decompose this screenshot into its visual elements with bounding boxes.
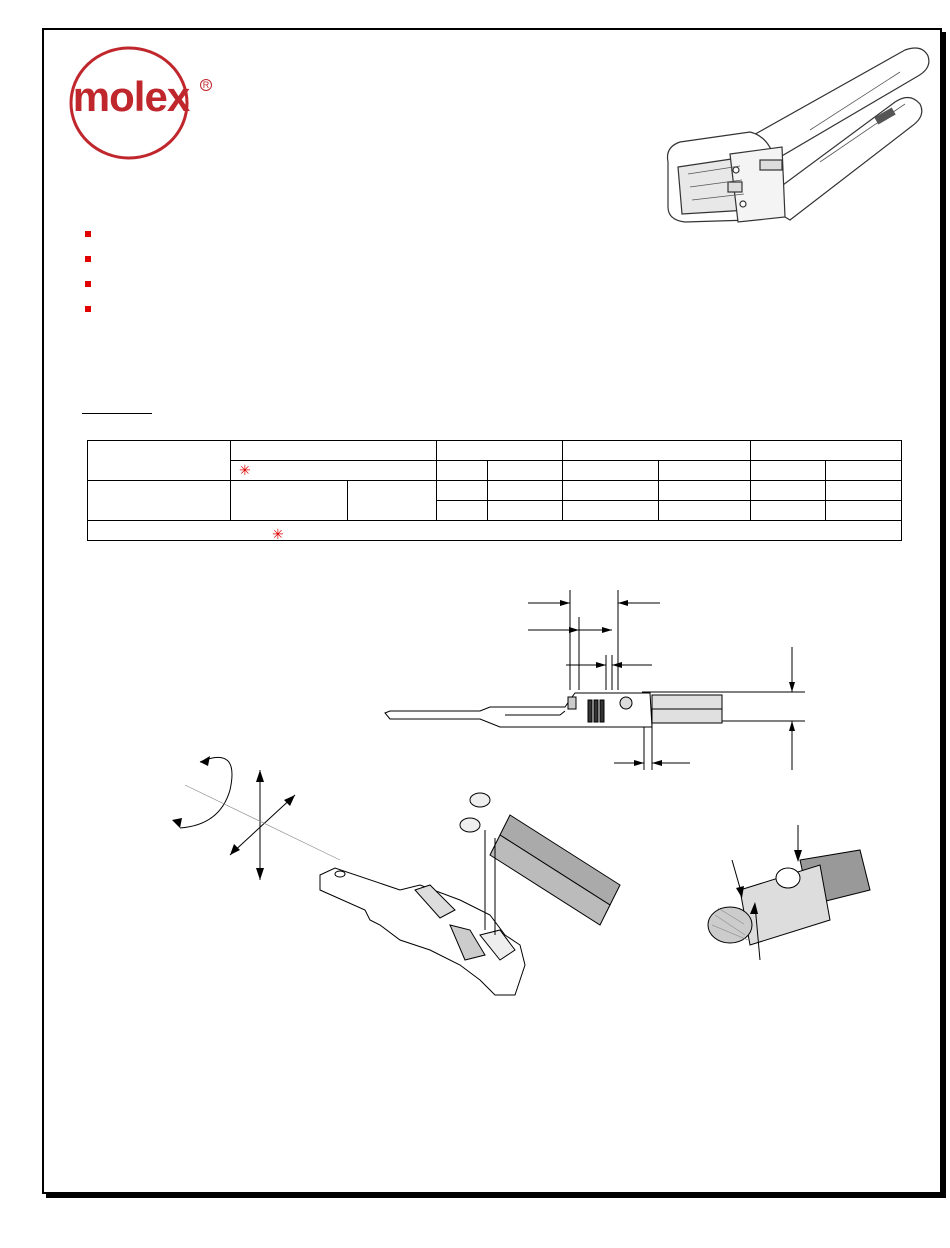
table-cell — [826, 461, 902, 481]
table-cell — [231, 481, 348, 521]
table-cell — [563, 461, 659, 481]
table-note-row — [88, 521, 902, 541]
bullet-4-icon — [85, 306, 91, 312]
table-cell — [437, 461, 488, 481]
table-cell — [659, 481, 751, 501]
table-cell — [563, 481, 659, 501]
bullet-1-icon — [85, 231, 91, 237]
table-cell — [88, 441, 231, 481]
bullet-3-icon — [85, 281, 91, 287]
table-cell — [231, 441, 437, 461]
table-cell — [751, 481, 826, 501]
table-cell — [826, 481, 902, 501]
table-cell — [437, 441, 563, 461]
hand-crimp-tool-icon — [660, 42, 940, 227]
table-cell — [488, 501, 563, 521]
spec-table — [87, 440, 902, 541]
molex-logo — [56, 46, 216, 160]
bullet-2-icon — [85, 256, 91, 262]
table-cell — [826, 501, 902, 521]
table-cell — [437, 501, 488, 521]
table-cell — [659, 501, 751, 521]
crimp-detail-drawing — [700, 820, 880, 960]
logo-wordmark: molex — [72, 73, 190, 120]
table-cell — [563, 441, 751, 461]
table-cell — [751, 441, 902, 461]
table-cell — [751, 501, 826, 521]
table-cell — [563, 501, 659, 521]
table-cell — [751, 461, 826, 481]
registered-mark: R — [200, 79, 212, 91]
table-cell — [437, 481, 488, 501]
section-heading-underline — [82, 413, 152, 414]
table-cell — [659, 461, 751, 481]
terminal-isometric-drawing — [160, 740, 640, 1000]
table-cell — [348, 481, 437, 521]
table-cell — [488, 481, 563, 501]
note-asterisk-icon: ✳ — [272, 526, 284, 542]
table-cell — [88, 481, 231, 521]
asterisk-icon: ✳ — [231, 461, 437, 481]
table-cell — [488, 461, 563, 481]
